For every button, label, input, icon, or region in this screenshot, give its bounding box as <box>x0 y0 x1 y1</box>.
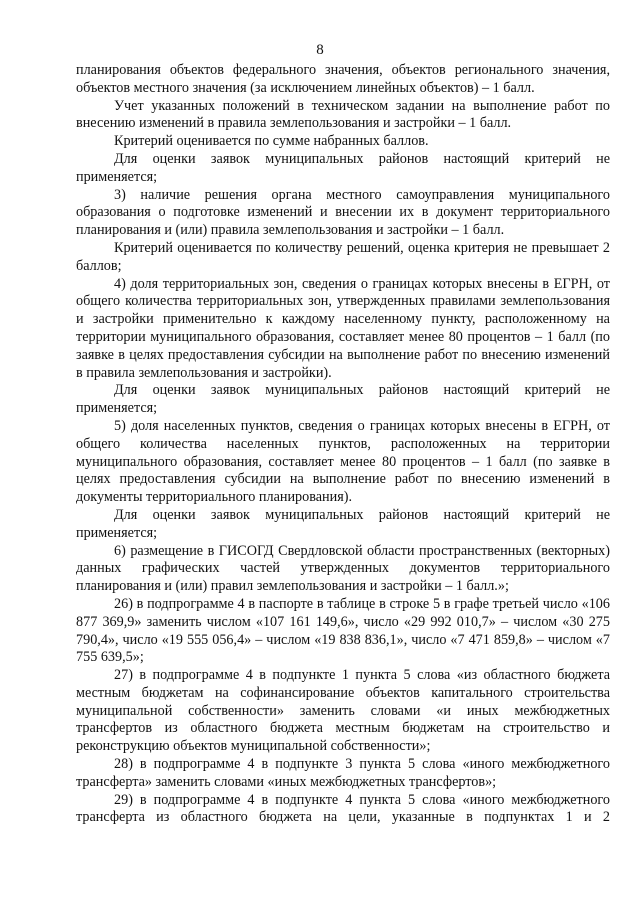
paragraph: 28) в подпрограмме 4 в подпункте 3 пункта 5 слова «иного межбюджетного трансферта» заменить словами «иных межбюджетных трансфертов»; <box>76 756 610 790</box>
paragraph: Для оценки заявок муниципальных районов настоящий критерий не применяется; <box>76 506 610 541</box>
paragraph: 26) в подпрограмме 4 в паспорте в таблице в строке 5 в графе третьей число «106 877 369,9» заменить числом «107 161 149,6», число «29 992 010,7» – числом «30 275 790,4», число «19 555 056,4» – числом «19 838 836,1», число «7 471 859,8» – числом «7 755 639,5»; <box>76 595 610 666</box>
paragraph: Для оценки заявок муниципальных районов настоящий критерий не применяется; <box>76 150 610 185</box>
paragraph: 5) доля населенных пунктов, сведения о границах которых внесены в ЕГРН, от общего количества населенных пунктов, расположенных на территории муниципального образования, составляет менее 80 процентов – 1 балл (по заявке в целях предоставления субсидии на выполнение работ по внесению изменений в документы территориального планирования). <box>76 417 610 506</box>
paragraph: 3) наличие решения органа местного самоуправления муниципального образования о подготовке изменений и внесении их в документ территориального планирования и (или) правила землепользования и застройки – 1 балл. <box>76 186 610 239</box>
paragraph: Учет указанных положений в техническом задании на выполнение работ по внесению изменений в правила землепользования и застройки – 1 балл. <box>76 97 610 132</box>
paragraph: 29) в подпрограмме 4 в подпункте 4 пункта 5 слова «иного межбюджетного трансферта из областного бюджета на цели, указанные в подпунктах 1 и 2 <box>76 791 610 826</box>
paragraph: 6) размещение в ГИСОГД Свердловской области пространственных (векторных) данных графических частей утвержденных документов территориального планирования и (или) правил землепользования и застройки – 1 балл.»; <box>76 542 610 595</box>
paragraph: Критерий оценивается по количеству решений, оценка критерия не превышает 2 баллов; <box>76 239 610 274</box>
paragraph: Для оценки заявок муниципальных районов настоящий критерий не применяется; <box>76 382 610 417</box>
paragraph: 4) доля территориальных зон, сведения о границах которых внесены в ЕГРН, от общего количества территориальных зон, утвержденных правилами землепользования и застройки применительно к каждому населенному пункту, расположенному на территории муниципального образования, составляет менее 80 процентов – 1 балл (по заявке в целях предоставления субсидии на выполнение работ по внесению изменений в правила землепользования и застройки). <box>76 275 610 381</box>
page-number: 8 <box>316 42 324 58</box>
document-body <box>76 62 610 827</box>
paragraph: планирования объектов федерального значения, объектов регионального значения, объектов местного значения (за исключением линейных объектов) – 1 балл. <box>76 62 610 96</box>
paragraph: 27) в подпрограмме 4 в подпункте 1 пункта 5 слова «из областного бюджета местным бюджетам на софинансирование объектов капитального строительства муниципальной собственности» заменить словами «и иных межбюджетных трансфертов из областного бюджета местным бюджетам на строительство и реконструкцию объектов муниципальной собственности»; <box>76 667 610 755</box>
paragraph: Критерий оценивается по сумме набранных баллов. <box>114 133 429 150</box>
